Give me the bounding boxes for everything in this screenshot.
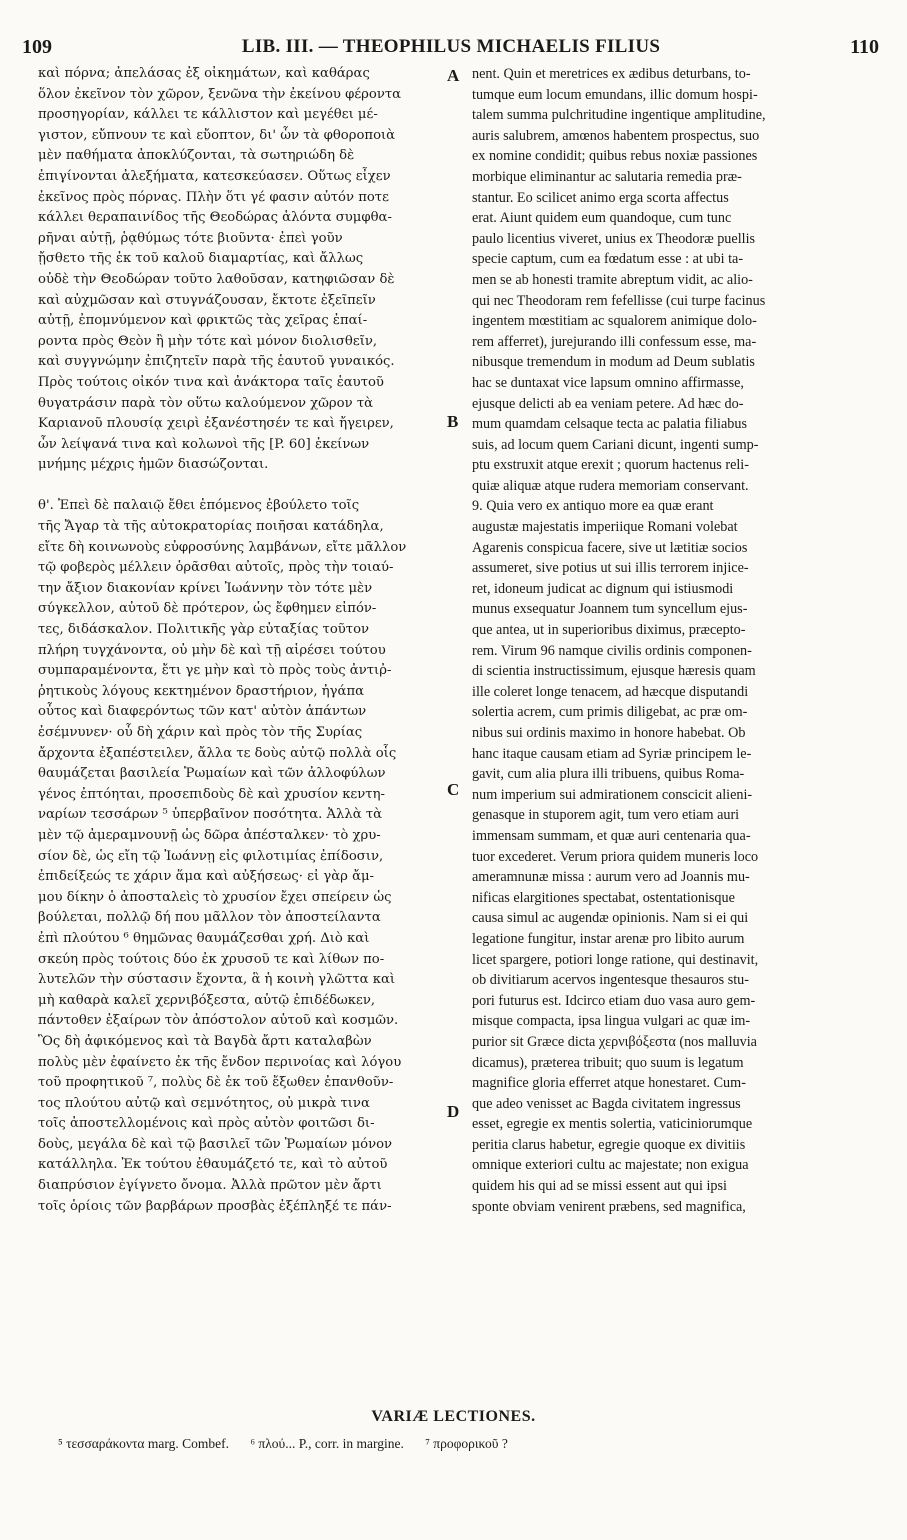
text-line: esset, egregie ex mentis solertia, vaticiniorumque [472,1116,753,1133]
text-line: augustæ majestatis imperiique Romani volebat [472,519,738,536]
text-line: ἐκεῖνος πρὸς πόρνας. Πλὴν ὅτι γέ φασιν αὐτόν ποτε [38,189,389,205]
text-line: licet spargere, potiori longe ratione, qui destinavit, [472,951,759,968]
text-line: τοῦ προφητικοῦ ⁷, πολὺς δὲ ἐκ τοῦ ἔξωθεν ἐπανθοῦν- [38,1075,394,1091]
text-line: ροντα πρὸς Θεὸν ἢ μὴν τότε καὶ μόνον διολισθεῖν, [38,333,378,349]
text-line: mum quamdam celsaque tecta ac palatia filiabus [472,416,747,433]
margin-marker-d: D [447,1102,460,1121]
text-line: num imperium sui admirationem conscicit alieni- [472,786,753,803]
text-line: stantur. Eo scilicet animo erga scorta affectus [472,189,729,206]
latin-text-column [472,64,877,1217]
text-line: σκεύη πρὸς τούτοις δύο ἐκ χρυσοῦ τε καὶ λίθων πο- [38,951,385,967]
text-line: rem. Virum 96 namque civilis ordinis componen- [472,642,752,659]
text-line: paulo licentius viveret, unius ex Theodoræ puellis [472,230,756,247]
page-header [22,34,879,60]
text-line: τος πλούτου αὐτῷ καὶ σεμνότητος, οὐ μικρὰ τινα [38,1095,370,1111]
text-line: quidem his qui ad se missi essent aut qui ipsi [472,1178,727,1195]
text-line: λυτελῶν τὴν σύστασιν ἔχοντα, ἃ ἡ κοινὴ γλῶττα καὶ [38,972,396,988]
text-line: μὲν παθήματα ἀποκλύζονται, τὰ σωτηριώδη δὲ [38,148,355,164]
text-line: ex nomine condidit; quibus rebus noxiæ passiones [472,148,758,165]
text-line: Ὃς δὴ ἀφικόμενος καὶ τὰ Βαγδὰ ἄρτι καταλαβὼν [38,1033,372,1049]
text-line: que adeo venisset ac Bagda civitatem ingressus [472,1095,741,1112]
text-line: sponte obviam venirent præbens, sed magnifica, [472,1198,746,1215]
right-page-number: 110 [850,35,879,58]
text-line: Πρὸς τούτοις οἰκόν τινα καὶ ἀνάκτορα ταῖς ἑαυτοῦ [38,374,384,390]
text-line: magnifice gloria efferret atque honestaret. Cum- [472,1075,746,1092]
text-line [38,476,443,497]
text-line: θ'. Ἐπεὶ δὲ παλαιῷ ἔθει ἑπόμενος ἐβούλετο τοῖς [38,498,360,514]
text-line: suis, ad locum quem Cariani dicunt, ingenti sump- [472,436,759,453]
text-line: οὗτος καὶ διαφερόντως τῶν κατ' αὐτὸν ἁπάντων [38,704,367,720]
text-line: dicamus), præterea tribuit; quo suum is legatum [472,1054,744,1071]
text-line: specie captum, cum ea fœdatum esse : at ubi ta- [472,251,744,268]
text-line: legatione fungitur, instar arenæ pro libito aurum [472,930,745,947]
text-line: ἐπιδείξεώς τε χάριν ἅμα καὶ αὐξήσεως· εἰ γὰρ ἄμ- [38,869,375,885]
variant-note: ⁶ πλού... P., corr. in margine. [250,1436,404,1451]
text-line: ameramnunæ missa : aurum vero ad Joannis mu- [472,869,750,886]
text-line: τες, διδάσκαλον. Πολιτικῆς γὰρ εὐταξίας τοῦτον [38,622,370,638]
text-line: genasque in stuporem agit, tum vero etiam auri [472,807,740,824]
text-line: qui nec Theodoram rem fefellisse (cui turpe facinus [472,292,766,309]
left-page-number: 109 [22,35,52,58]
text-line: γιστον, εὔπνουν τε καὶ εὔοπτον, δι' ὧν τὰ φθοροποιὰ [38,127,396,143]
text-line: μου δίκην ὁ ἀποσταλεὶς τὸ χρυσίον ἔχει σπείρειν ὡς [38,889,392,905]
text-line: βούλεται, πολλῷ δή που μᾶλλον τὸν ἀποστείλαντα [38,910,381,926]
text-line: τῆς Ἄγαρ τὰ τῆς αὐτοκρατορίας ποιῆσαι κατάδηλα, [38,519,384,535]
text-line: κάλλει θεραπαινίδος τῆς Θεοδώρας ἁλόντα συμφθα- [38,210,392,226]
variae-lectiones-title: VARIÆ LECTIONES. [371,1408,536,1425]
text-line: hanc itaque causam etiam ad Syriæ principem le- [472,745,752,762]
text-line: ὧν λείψανά τινα καὶ κολωνοὶ τῆς [P. 60] ἐκείνων [38,436,370,452]
text-line: προσηγορίαν, κάλλει τε κάλλιστον καὶ μεγέθει μέ- [38,107,378,123]
text-line: munus exsequatur Joannem tum syncellum ejus- [472,601,748,618]
text-line: men se ab honesti tramite abreptum vidit, ac alio- [472,271,753,288]
text-line: hac se duntaxat vice lapsum omnino affirmasse, [472,374,744,391]
text-line: ret, idoneum judicat ac dignum qui istiusmodi [472,580,734,597]
text-line: θυγατράσιν παρὰ τὸν οὕτω καλούμενον χῶρον τὰ [38,395,374,411]
text-line: ρῆναι αὐτῇ, ῥᾳθύμως τότε βιοῦντα· ἐπεὶ γοῦν [38,230,343,246]
text-line: tumque eum locum emundans, illic domum hospi- [472,86,758,103]
text-line: ναρίων τεσσάρων ⁵ ὑπερβαῖνον ποσότητα. Ἀλλὰ τὰ [38,807,383,823]
text-line: καὶ συγγνώμην ἐπιζητεῖν παρὰ τῆς ἑαυτοῦ γυναικός. [38,354,395,370]
text-line: ejusque delicti ab ea veniam petere. Ad hæc do- [472,395,744,412]
text-line: πλήρη τυγχάνοντα, οὐ μὴν δὲ καὶ τῇ αἱρέσει τούτου [38,642,386,658]
text-line: Καριανοῦ πλουσίᾳ χειρὶ ἐξανέστησέν τε καὶ ἤγειρεν, [38,416,394,432]
text-line: ingentem mœstitiam ac squalorem animique dolo- [472,313,757,330]
text-line: gavit, cum alia plura illi tribuens, quibus Roma- [472,766,745,783]
text-line: τῷ φοβερὸς μέλλειν ὁρᾶσθαι αὐτοῖς, πρὸς τὴν τοιαύ- [38,560,394,576]
variant-note: ⁵ τεσσαράκοντα marg. Combef. [58,1436,229,1451]
text-line: nibus sui ordinis maximo in honore habebat. Ob [472,725,746,741]
text-line: αὐτῇ, ἐπομνύμενον καὶ φρικτῶς τὰς χεῖρας ἐπαί- [38,313,368,329]
text-line: Agarenis conspicua facere, sive ut lætitiæ socios [472,539,748,556]
text-line: immensam summam, et quæ auri centenaria qua- [472,827,751,844]
text-line: nent. Quin et meretrices ex ædibus deturbans, to- [472,66,751,82]
text-line: 9. Quia vero ex antiquo more ea quæ erant [472,498,714,515]
text-line: auris salubrem, amœnos habentem prospectus, suo [472,127,760,144]
variant-note: ⁷ προφορικοῦ ? [425,1436,508,1451]
text-line: pori futurus est. Idcirco etiam duo vasa auro gem- [472,992,756,1009]
text-line: ὅλον ἐκεῖνον τὸν χῶρον, ξενῶνα τὴν ἐκείνου φέροντα [38,86,402,102]
text-line: erat. Aiunt quidem eum quandoque, cum tunc [472,210,732,227]
text-line: purior sit Græce dicta χερνιβόξεστα (nos malluvia [472,1033,757,1050]
margin-marker-b: B [447,412,459,431]
text-line: μνήμης μέχρις ἡμῶν διασώζονται. [38,457,269,473]
text-line: nibusque tremendum in modum ad Deum sublatis [472,354,755,371]
text-line: γένος ἐπτόηται, προσεπιδοὺς δὲ καὶ χρυσίον κεντη- [38,786,385,802]
text-line: ῥητικοὺς λόγους κεκτημένον δραστήριον, ἠγάπα [38,683,365,699]
text-line: misque compacta, ipsa lingua vulgari ac quæ im- [472,1013,751,1030]
text-line: ᾔσθετο τῆς ἐκ τοῦ καλοῦ διαμαρτίας, καὶ ἄλλως [38,251,364,267]
margin-marker-a: A [447,66,460,85]
text-line: σίον δὲ, ὡς εἴη τῷ Ἰωάννῃ εἰς φιλοτιμίας ἐπίδοσιν, [38,848,384,864]
text-line: omnique exteriori cultu ac majestate; non exigua [472,1157,749,1174]
text-line: πάντοθεν ἐξαίρων τὸν ἀπόστολον αὐτοῦ καὶ κοσμῶν. [38,1013,399,1029]
text-line: assumeret, sive potius ut sui illis terrorem injice- [472,560,749,577]
text-line: quiæ aliquæ atque rudera memoriam conservant. [472,477,749,494]
text-line: καὶ πόρνα; ἀπελάσας ἐξ οἰκημάτων, καὶ καθάρας [38,66,370,81]
text-line: solertia acrem, cum primis diligebat, ac præ om- [472,704,748,721]
text-line: peritia clarus habetur, egregie quoque ex divitiis [472,1136,746,1153]
text-line: ptu exstruxit atque erexit ; quorum hactenus reli- [472,457,749,474]
text-line: εἴτε δὴ κοινωνοὺς εὐφροσύνης λαμβάνων, εἴτε μᾶλλον [38,539,407,555]
text-line: ἐσέμνυνεν· οὗ δὴ χάριν καὶ πρὸς τὸν τῆς Συρίας [38,725,363,740]
text-line: que antea, ut in superioribus diximus, præcepto- [472,622,746,639]
text-line: tuor excederet. Verum priora quidem muneris loco [472,848,759,865]
running-title: LIB. III. — THEOPHILUS MICHAELIS FILIUS [241,36,661,57]
text-line: δοὺς, μεγάλα δὲ καὶ τῷ βασιλεῖ τῶν Ῥωμαίων μόνον [38,1136,393,1152]
margin-marker-c: C [447,780,460,799]
text-line: ἐπὶ πλούτου ⁶ θημῶνας θαυμάζεσθαι χρή. Διὸ καὶ [38,930,370,946]
text-line: σύγκελλον, αὐτοῦ δὲ πρότερον, ὡς ἔφθημεν εἰπόν- [38,601,377,617]
text-line: nificas elargitiones spectabat, ostentationisque [472,889,735,906]
text-line: talem summa pulchritudine ingentique amplitudine, [472,107,766,124]
variae-lectiones-notes [58,1436,887,1452]
text-line: ob divitiarum acervos ingentesque thesauros stu- [472,972,749,989]
text-line: συμπαραμένοντα, ἔτι γε μὴν καὶ τὸ πρὸς τοὺς ἀντιῤ- [38,663,392,679]
text-line: morbique eliminantur ac salutaria remedia præ- [472,168,742,185]
text-line: τοῖς ἀποστελλομένοις καὶ πρὸς αὐτὸν φοιτῶσι δι- [38,1116,375,1132]
text-line: di scientia instructissimum, ejusque hæresis quam [472,663,756,680]
text-line: μὲν τῷ ἀμεραμνουνῇ ὡς δῶρα ἀπέσταλκεν· τὸ χρυ- [38,827,381,843]
text-line: θαυμάζεται βασιλεία Ῥωμαίων καὶ τῶν ἀλλοφύλων [38,766,386,782]
text-line: πολὺς μὲν ἐφαίνετο ἐκ τῆς ἔνδον περινοίας καὶ λόγου [38,1054,402,1070]
greek-text-column [38,64,443,1217]
text-line: διαπρύσιον ἐγίγνετο ὄνομα. Ἀλλὰ πρῶτον μὲν ἄρτι [38,1178,382,1194]
text-line: ἐπιγίνονται ἀλεξήματα, κατεσκεύασεν. Οὕτως εἶχεν [38,168,391,184]
text-line: ἄρχοντα ἐξαπέστειλεν, ἄλλα τε δοὺς αὐτῷ πολλὰ οἷς [38,745,397,761]
text-line: μὴ καθαρὰ καλεῖ χερνιβόξεστα, αὐτῷ ἐπιδέδωκεν, [38,992,376,1008]
text-line: rem afferret), jurejurando illi confessum esse, ma- [472,333,757,350]
text-line: κατάλληλα. Ἐκ τούτου ἐθαυμάζετό τε, καὶ τὸ αὐτοῦ [38,1157,388,1173]
text-line: τοῖς ὁρίοις τῶν βαρβάρων προσβὰς ἐξέπληξέ τε πάν- [38,1198,392,1214]
text-line: ille coleret longe tenacem, ad hæcque disputandi [472,683,749,700]
text-line: καὶ αὐχμῶσαν καὶ στυγνάζουσαν, ἔκτοτε ἐξεῖπεῖν [38,292,376,308]
text-line: οὐδὲ τὴν Θεοδώραν τοῦτο λαθοῦσαν, κατηφιῶσαν δὲ [38,271,395,287]
text-line: την ἄξιον διακονίαν κρίνει Ἰωάννην τὸν τότε μὲν [38,580,373,596]
text-line: causa simul ac augendæ opinionis. Nam si ei qui [472,910,749,927]
